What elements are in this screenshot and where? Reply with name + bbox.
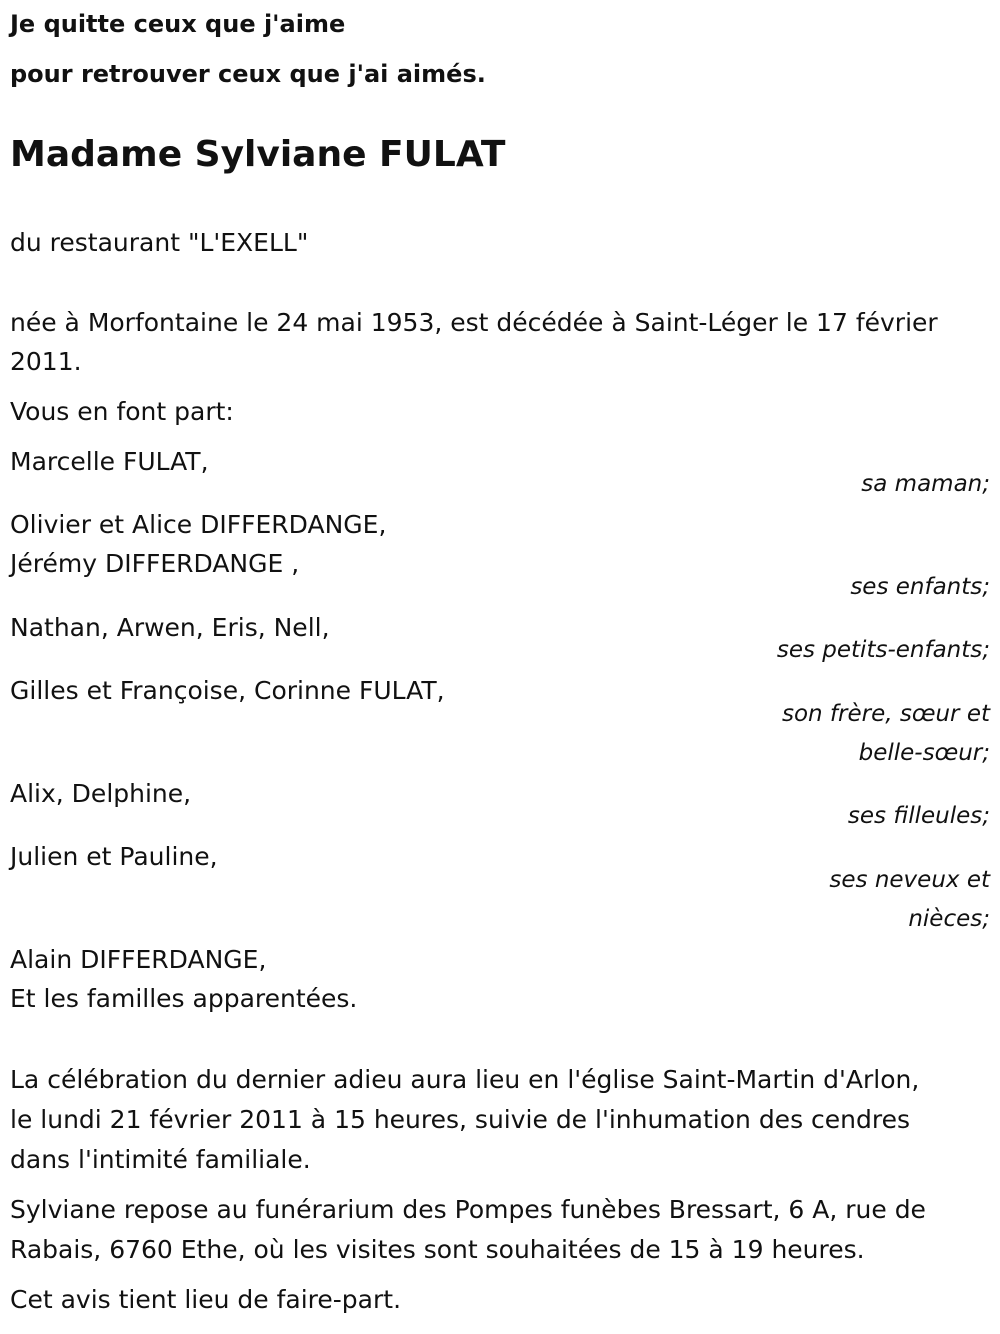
family-relation: ses neveux et [829, 867, 990, 893]
ceremony-line: dans l'intimité familiale. [10, 1145, 311, 1174]
closing-line: Cet avis tient lieu de faire-part. [10, 1285, 402, 1314]
family-name: Nathan, Arwen, Eris, Nell, [10, 613, 330, 642]
family-relation: son frère, sœur et [781, 701, 990, 727]
ceremony-line: le lundi 21 février 2011 à 15 heures, suivie de l'inhumation des cendres [10, 1105, 911, 1134]
family-name: Olivier et Alice DIFFERDANGE, [10, 510, 387, 539]
family-name: Gilles et Françoise, Corinne FULAT, [10, 676, 445, 705]
family-relation: ses filleules; [847, 803, 990, 829]
epigraph-line-2: pour retrouver ceux que j'ai aimés. [10, 60, 486, 88]
family-relation: sa maman; [861, 471, 990, 497]
restaurant-line: du restaurant "L'EXELL" [10, 228, 309, 257]
family-name: Et les familles apparentées. [10, 984, 358, 1013]
family-name: Marcelle FULAT, [10, 447, 209, 476]
funeral-home-line: Rabais, 6760 Ethe, où les visites sont souhaitées de 15 à 19 heures. [10, 1235, 865, 1264]
family-name: Alain DIFFERDANGE, [10, 945, 267, 974]
ceremony-line: La célébration du dernier adieu aura lieu en l'église Saint-Martin d'Arlon, [10, 1065, 920, 1094]
family-relation: belle-sœur; [858, 740, 990, 766]
announce-line: Vous en font part: [10, 397, 234, 426]
family-name: Jérémy DIFFERDANGE , [10, 549, 300, 578]
family-relation: nièces; [908, 906, 990, 932]
family-name: Julien et Pauline, [10, 842, 218, 871]
family-relation: ses petits-enfants; [776, 637, 990, 663]
birth-death-line-1: née à Morfontaine le 24 mai 1953, est décédée à Saint-Léger le 17 février [10, 308, 938, 337]
family-name: Alix, Delphine, [10, 779, 192, 808]
epigraph-line-1: Je quitte ceux que j'aime [10, 10, 346, 38]
birth-death-line-2: 2011. [10, 347, 82, 376]
family-relation: ses enfants; [850, 574, 990, 600]
funeral-home-line: Sylviane repose au funérarium des Pompes funèbes Bressart, 6 A, rue de [10, 1195, 926, 1224]
deceased-name: Madame Sylviane FULAT [10, 134, 506, 175]
